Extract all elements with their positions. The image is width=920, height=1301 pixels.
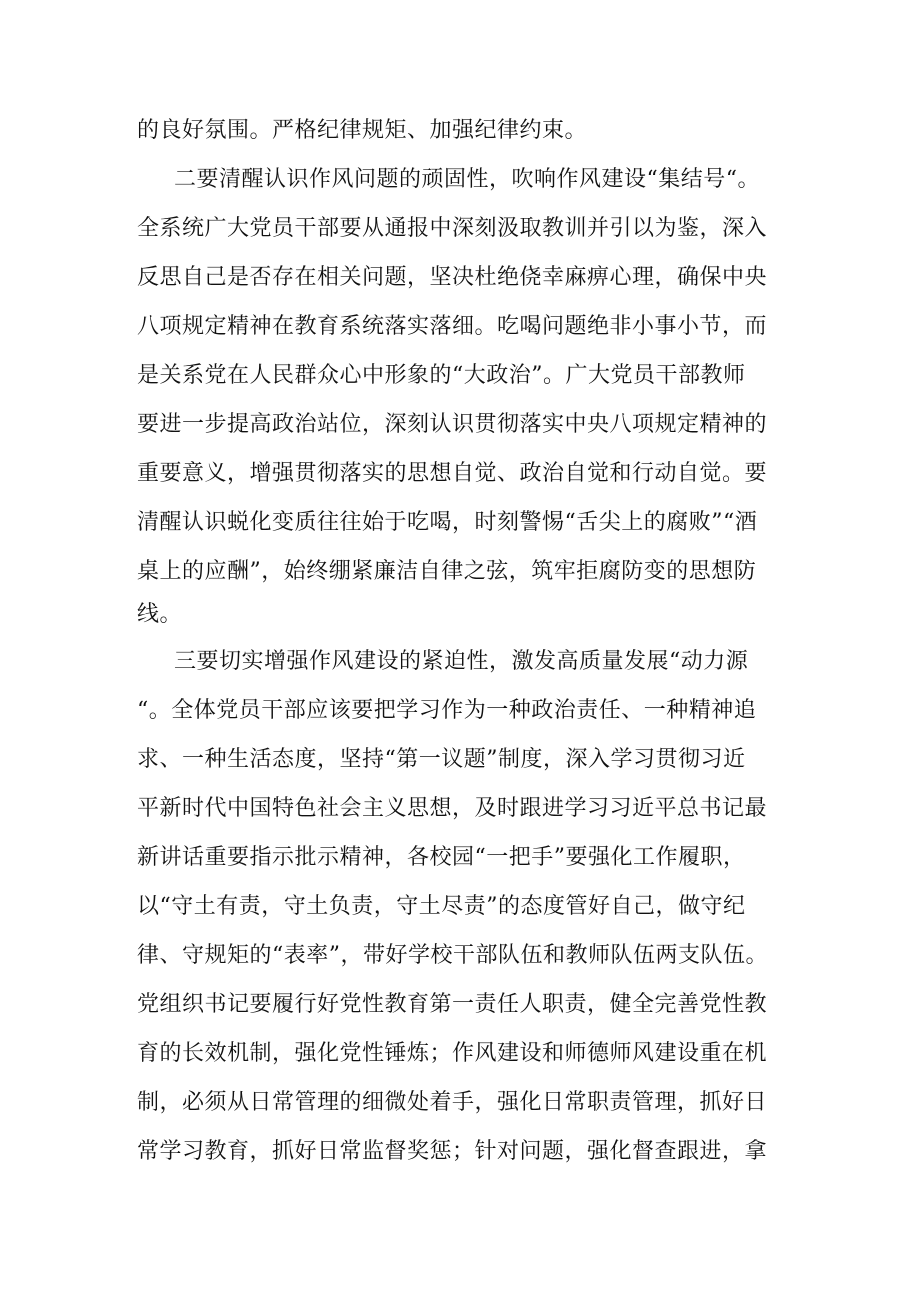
text-line-11: 线。 — [137, 602, 183, 627]
text-line-12: 三要切实增强作风建设的紧迫性，激发高质量发展“动力源 — [174, 649, 749, 674]
text-line-9: 清醒认识蜕化变质往往始于吃喝，时刻警惕“舌尖上的腐败”“酒 — [137, 510, 758, 535]
text-line-13: “。全体党员干部应该要把学习作为一种政治责任、一种精神追 — [137, 698, 757, 723]
text-line-17: 以“守土有责，守土负责，守土尽责”的态度管好自己，做守纪 — [137, 894, 746, 919]
text-line-19: 党组织书记要履行好党性教育第一责任人职责，健全完善党性教 — [137, 992, 768, 1017]
text-line-16: 新讲话重要指示批示精神，各校园“一把手”要强化工作履职， — [137, 845, 746, 870]
text-line-7: 要进一步提高政治站位，深刻认识贯彻落实中央八项规定精神的 — [137, 412, 768, 437]
text-line-3: 全系统广大党员干部要从通报中深刻汲取教训并引以为鉴，深入 — [137, 216, 768, 241]
text-line-15: 平新时代中国特色社会主义思想，及时跟进学习习近平总书记最 — [137, 796, 768, 821]
text-line-18: 律、守规矩的“表率”，带好学校干部队伍和教师队伍两支队伍。 — [137, 943, 768, 968]
text-line-14: 求、一种生活态度，坚持“第一议题”制度，深入学习贯彻习近 — [137, 747, 746, 772]
text-line-10: 桌上的应酬”，始终绷紧廉洁自律之弦，筑牢拒腐防变的思想防 — [137, 559, 757, 584]
text-line-5: 八项规定精神在教育系统落实落细。吃喝问题绝非小事小节，而 — [137, 314, 768, 339]
text-line-8: 重要意义，增强贯彻落实的思想自觉、政治自觉和行动自觉。要 — [137, 461, 768, 486]
text-line-1: 的良好氛围。严格纪律规矩、加强纪律约束。 — [137, 118, 588, 143]
text-line-4: 反思自己是否存在相关问题，坚决杜绝侥幸麻痹心理，确保中央 — [137, 265, 768, 290]
text-line-2: 二要清醒认识作风问题的顽固性，吹响作风建设“集结号“。 — [174, 167, 760, 192]
text-line-20: 育的长效机制，强化党性锤炼；作风建设和师德师风建设重在机 — [137, 1041, 768, 1066]
text-line-22: 常学习教育，抓好日常监督奖惩；针对问题，强化督查跟进，拿 — [137, 1139, 768, 1164]
text-line-21: 制，必须从日常管理的细微处着手，强化日常职责管理，抓好日 — [137, 1090, 768, 1115]
text-line-6: 是关系党在人民群众心中形象的“大政治”。广大党员干部教师 — [137, 363, 746, 388]
